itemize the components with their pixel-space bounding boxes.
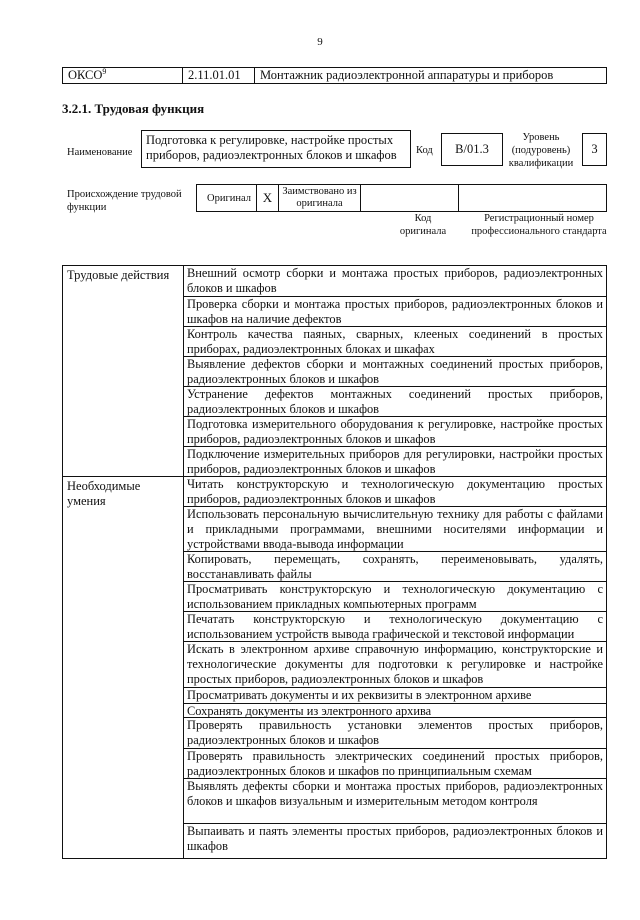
skill-item: Использовать персональную вычислительную технику для работы с файлами и прикладными программами, внешними носителями информации и устройствами ввода-вывода информации	[184, 507, 606, 552]
okso-footnote: 9	[102, 66, 107, 76]
skill-item: Просматривать конструкторскую и технологическую документацию с использованием прикладных компьютерных программ	[184, 582, 606, 612]
borrowed-label: Заимствовано из оригинала	[279, 185, 361, 211]
skills-list	[184, 477, 606, 857]
original-label: Оригинал	[197, 185, 257, 211]
skill-item: Печатать конструкторскую и технологическую документацию с использованием устройств вывода графической и текстовой информации	[184, 612, 606, 642]
labor-action-item: Внешний осмотр сборки и монтажа простых приборов, радиоэлектронных блоков и шкафов	[184, 266, 606, 297]
skill-item: Проверять правильность установки элементов простых приборов, радиоэлектронных блоков и шкафов	[184, 718, 606, 749]
labor-action-item: Контроль качества паяных, сварных, клееных соединений в простых приборах, радиоэлектронных блоках и шкафах	[184, 327, 606, 357]
skill-item: Читать конструкторскую и технологическую документацию простых приборов, радиоэлектронных блоков и шкафов	[184, 477, 606, 507]
labor-action-item: Проверка сборки и монтажа простых приборов, радиоэлектронных блоков и шкафов на наличие дефектов	[184, 297, 606, 327]
skill-item: Искать в электронном архиве справочную информацию, конструкторские и технологические документы для подготовки к регулировке и настройке простых приборов, радиоэлектронных блоков и шкафов	[184, 642, 606, 688]
okso-row	[62, 67, 607, 84]
origin-label: Происхождение трудовой функции	[67, 189, 182, 213]
skill-item: Выпаивать и паять элементы простых приборов, радиоэлектронных блоков и шкафов	[187, 824, 603, 853]
skill-item: Проверять правильность электрических соединений простых приборов, радиоэлектронных блоков и шкафов по принципиальным схемам	[184, 749, 606, 779]
labor-action-item: Выявление дефектов сборки и монтажных соединений простых приборов, радиоэлектронных блоков и шкафов	[184, 357, 606, 387]
skill-item: Копировать, перемещать, сохранять, переименовывать, удалять, восстанавливать файлы	[184, 552, 606, 582]
reg-number-cell	[459, 185, 606, 211]
skill-item: Сохранять документы из электронного архива	[184, 704, 606, 718]
original-mark: X	[257, 185, 279, 211]
labor-actions-label: Трудовые действия	[63, 266, 184, 477]
skill-item: Просматривать документы и их реквизиты в электронном архиве	[184, 688, 606, 704]
okso-name: Монтажник радиоэлектронной аппаратуры и приборов	[260, 68, 554, 82]
labor-actions-list	[184, 266, 606, 477]
level-label: Уровень (подуровень) квалификации	[508, 132, 574, 169]
name-label: Наименование	[67, 147, 133, 158]
function-name: Подготовка к регулировке, настройке простых приборов, радиоэлектронных блоков и шкафов	[141, 130, 411, 168]
function-level: 3	[582, 133, 607, 166]
okso-label-cell	[63, 68, 183, 83]
labor-action-item: Устранение дефектов монтажных соединений простых приборов, радиоэлектронных блоков и шкафов	[184, 387, 606, 417]
page-number: 9	[317, 36, 323, 48]
code-caption: Код оригинала	[399, 213, 447, 237]
function-code: B/01.3	[441, 133, 503, 166]
labor-action-item: Подготовка измерительного оборудования к регулировке, настройке простых приборов, радиоэлектронных блоков и шкафов	[184, 417, 606, 447]
section-title: 3.2.1. Трудовая функция	[62, 101, 205, 116]
original-code-cell	[361, 185, 459, 211]
labor-action-item: Подключение измерительных приборов для регулировки, настройки простых приборов, радиоэлектронных блоков и шкафов	[184, 447, 606, 477]
code-label: Код	[416, 145, 433, 156]
skills-label: Необходимые умения	[63, 477, 184, 858]
okso-code: 2.11.01.01	[183, 68, 255, 83]
origin-table	[196, 184, 607, 212]
okso-label: ОКСО	[68, 68, 103, 82]
reg-caption: Регистрационный номер профессионального стандарта	[471, 213, 607, 237]
competency-table	[62, 265, 607, 859]
skill-item: Выявлять дефекты сборки и монтажа простых приборов, радиоэлектронных блоков и шкафов визуальным и измерительным методом контроля	[184, 779, 606, 824]
